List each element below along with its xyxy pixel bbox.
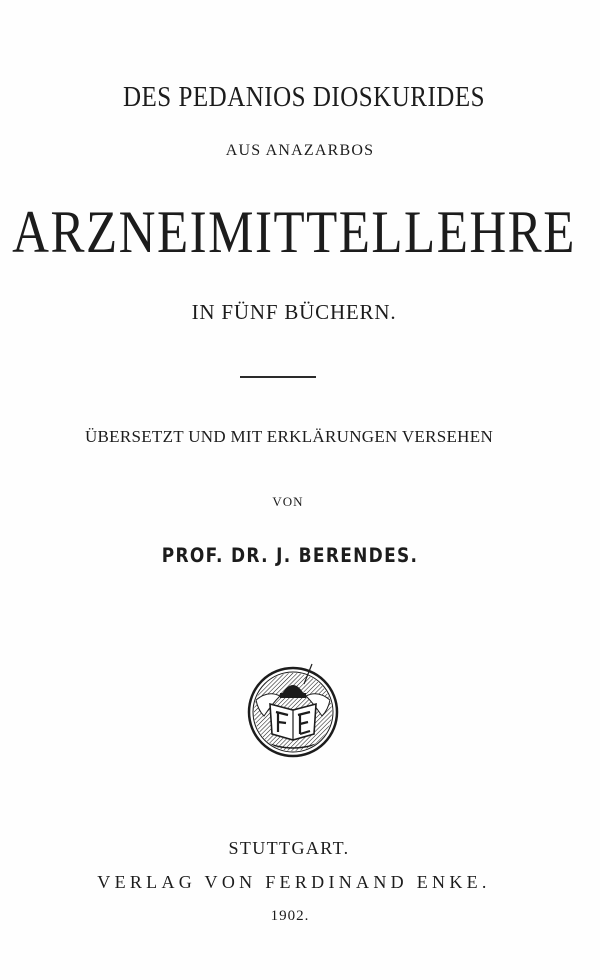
origin-line: AUS ANAZARBOS <box>225 142 375 159</box>
translated-line: ÜBERSETZT UND MIT ERKLÄRUNGEN VERSEHEN <box>84 427 494 446</box>
city-line: STUTTGART. <box>228 838 350 858</box>
translator-line: PROF. DR. J. BERENDES. <box>161 544 419 568</box>
divider-rule <box>240 376 316 378</box>
publisher-emblem-icon <box>242 660 344 760</box>
main-title: ARZNEIMITTELLEHRE <box>12 199 576 267</box>
author-line: DES PEDANIOS DIOSKURIDES <box>122 82 486 113</box>
year-line: 1902. <box>270 908 310 924</box>
by-line: VON <box>272 494 304 509</box>
books-line: IN FÜNF BÜCHERN. <box>191 300 397 324</box>
publisher-line: VERLAG VON FERDINAND ENKE. <box>97 872 491 892</box>
